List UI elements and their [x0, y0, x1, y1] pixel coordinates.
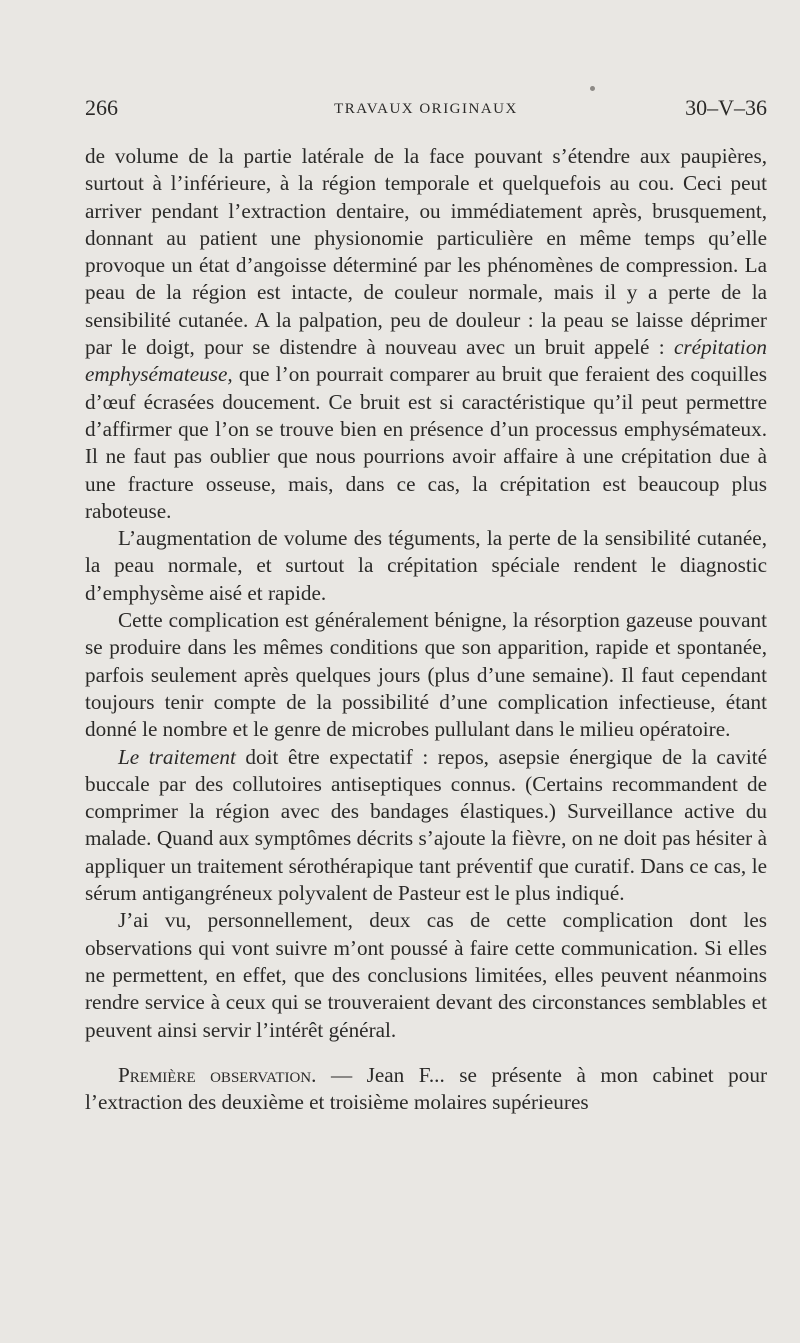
- print-speck: [590, 86, 595, 91]
- page-number: 266: [85, 95, 118, 120]
- running-title: TRAVAUX ORIGINAUX: [334, 101, 518, 117]
- observation-heading: Première observation.: [118, 1062, 317, 1087]
- paragraph-1: [85, 143, 767, 525]
- paragraph-3: Cette complication est généralement bénigne, la résorption gazeuse pouvant se produire dans les mêmes conditions que son apparition, rapide et spontanée, parfois seulement après quelques jours (plus d’une semaine). Il faut cependant toujours tenir compte de la possibilité d’une complication infectieuse, étant donné le nombre et le genre de microbes pullulant dans le milieu opératoire.: [85, 608, 767, 742]
- paragraph-4: [85, 744, 767, 908]
- body-text: [85, 143, 767, 1116]
- paragraph-4-text: doit être expectatif : repos, asepsie énergique de la cavité buccale par des collutoires antiseptiques connus. (Certains recommandent de comprimer la région avec des bandages élastiques.) Surveillance active du malade. Quand aux symptômes décrits s’ajoute la fièvre, on ne doit pas hésiter à appliquer un traitement sérothérapique tant préventif que curatif. Dans ce cas, le sérum antigangréneux polyvalent de Pasteur est le plus indiqué.: [85, 744, 767, 906]
- paragraph-1-italic: crépitation emphysémateuse,: [85, 335, 768, 387]
- paragraph-5: J’ai vu, personnellement, deux cas de cette complication dont les observations qui vont suivre m’ont poussé à faire cette communication. Si elles ne permettent, en effet, que des conclusions limitées, elles peuvent néanmoins rendre service à ceux qui se trouveraient devant des circonstances semblables et peuvent ainsi servir l’intérêt général.: [85, 908, 767, 1042]
- paragraph-6: [85, 1062, 767, 1117]
- paragraph-4-italic: Le traitement: [118, 744, 236, 769]
- paragraph-1-end: que l’on pourrait comparer au bruit que feraient des coquilles d’œuf écrasées doucement. Ce bruit est si caractéristique qu’il peut permettre d’affirmer que l’on se trouve bien en présence d’un processus emphysémateux. Il ne faut pas oublier que nous pourrions avoir affaire à une crépitation due à une fracture osseuse, mais, dans ce cas, la crépitation est beaucoup plus raboteuse.: [85, 362, 767, 523]
- running-header: [85, 93, 767, 123]
- paragraph-1-text: de volume de la partie latérale de la face pouvant s’étendre aux paupières, surtout à l’inférieure, à la région temporale et quelquefois au cou. Ceci peut arriver pendant l’extraction dentaire, ou immédiatement après, brusquement, donnant au patient une physionomie particulière en même temps qu’elle provoque un état d’angoisse déterminé par les phénomènes de compression. La peau de la région est intacte, de couleur normale, mais il y a perte de la sensibilité cutanée. A la palpation, peu de douleur : la peau se laisse déprimer par le doigt, pour se distendre à nouveau avec un bruit appelé :: [85, 144, 767, 360]
- paragraph-2: L’augmentation de volume des téguments, la perte de la sensibilité cutanée, la peau normale, et surtout la crépitation spéciale rendent le diagnostic d’emphysème aisé et rapide.: [85, 526, 767, 605]
- paragraph-6-text: — Jean F... se présente à mon cabinet pour l’extraction des deuxième et troisième molaires supérieures: [85, 1062, 768, 1115]
- issue-date: 30–V–36: [685, 95, 767, 120]
